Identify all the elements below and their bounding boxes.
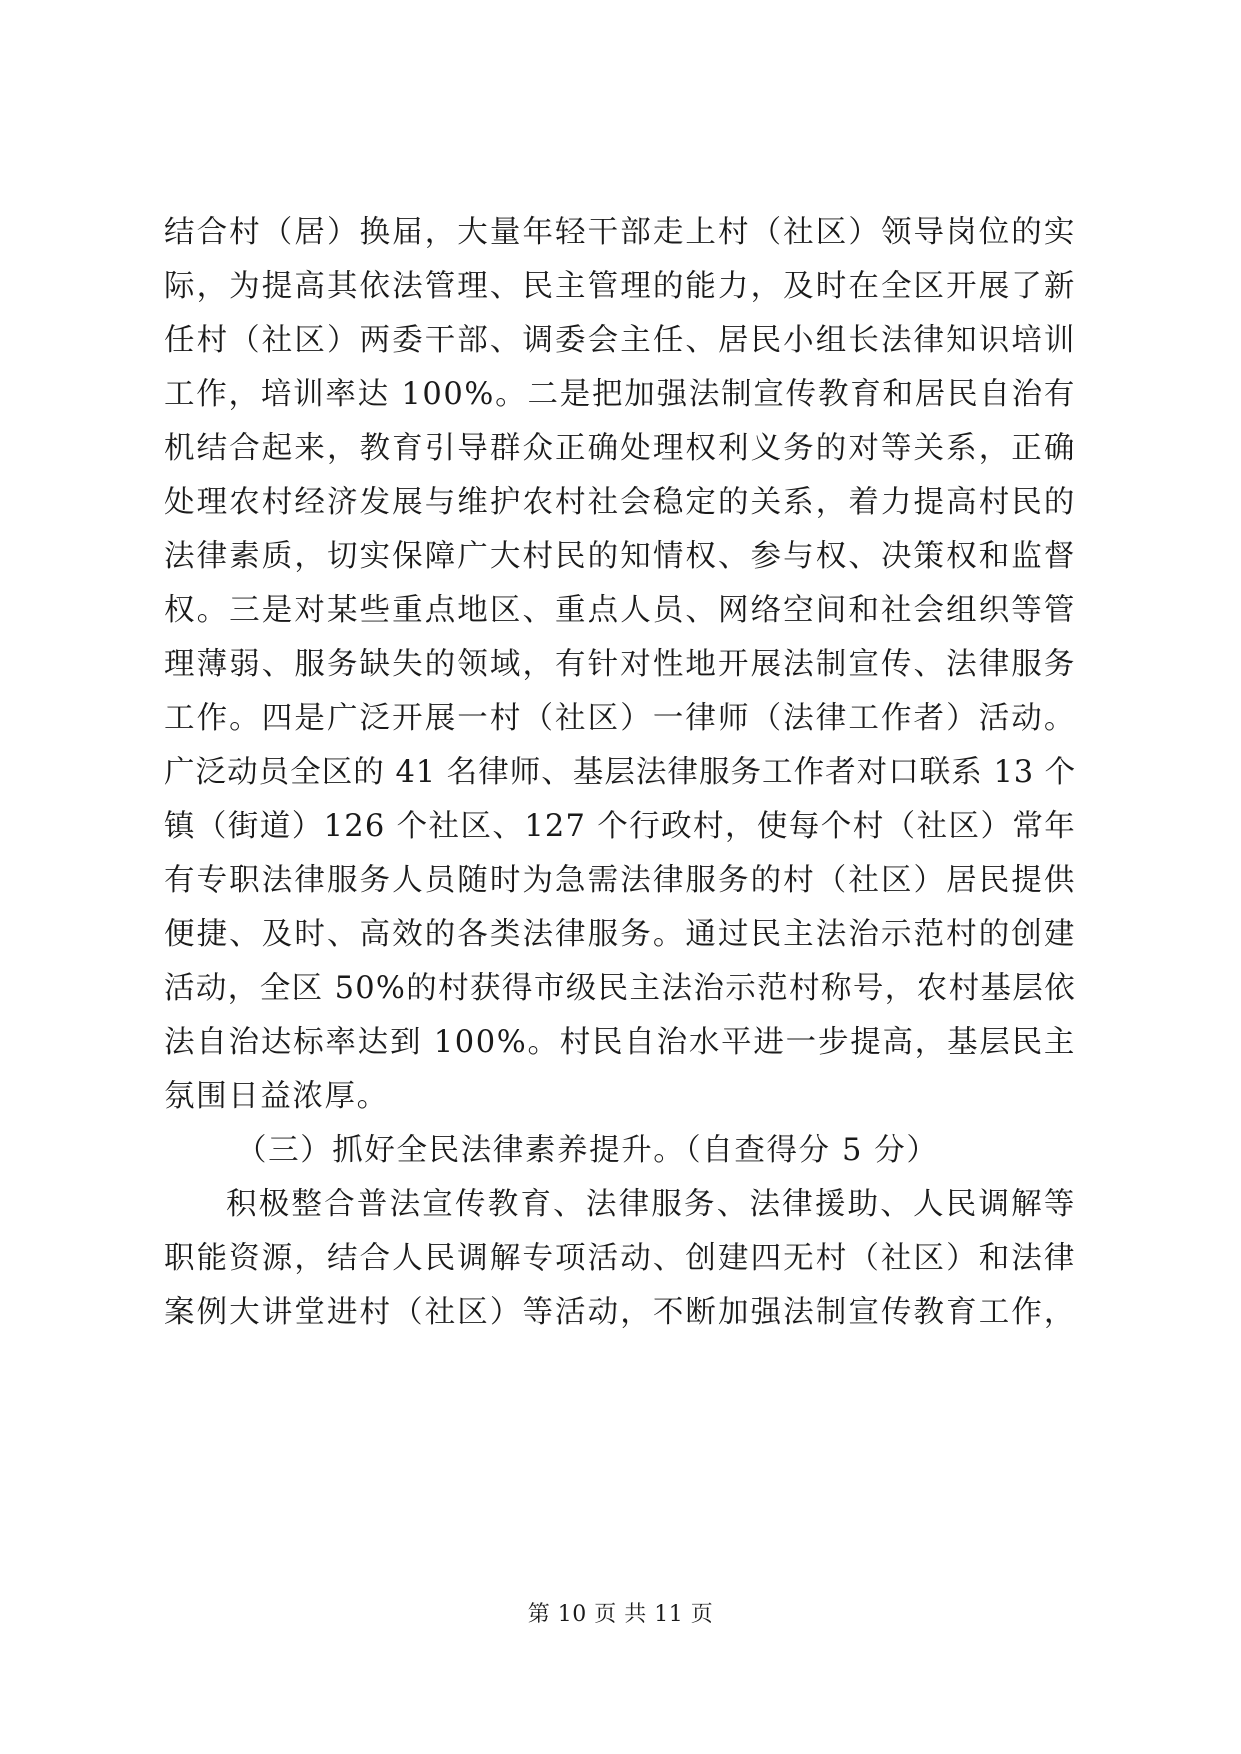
body-text-line: 任村（社区）两委干部、调委会主任、居民小组长法律知识培训 (164, 323, 1076, 358)
body-text-line: 案例大讲堂进村（社区）等活动，不断加强法制宣传教育工作， (164, 1295, 1076, 1330)
body-text-line: 法自治达标率达到 100%。村民自治水平进一步提高，基层民主 (164, 1025, 1076, 1060)
body-text-line: 有专职法律服务人员随时为急需法律服务的村（社区）居民提供 (164, 863, 1076, 898)
body-text-line: 便捷、及时、高效的各类法律服务。通过民主法治示范村的创建 (164, 917, 1076, 952)
body-text-line: 机结合起来，教育引导群众正确处理权利义务的对等关系，正确 (164, 431, 1076, 466)
body-text-line: 际，为提高其依法管理、民主管理的能力，及时在全区开展了新 (164, 269, 1076, 304)
body-text-line: 理薄弱、服务缺失的领域，有针对性地开展法制宣传、法律服务 (164, 647, 1076, 682)
body-text-line: 工作。四是广泛开展一村（社区）一律师（法律工作者）活动。 (164, 701, 1076, 736)
body-text-line: 结合村（居）换届，大量年轻干部走上村（社区）领导岗位的实 (164, 215, 1076, 250)
body-text-line: 镇（街道）126 个社区、127 个行政村，使每个村（社区）常年 (164, 809, 1076, 844)
body-text-line: 法律素质，切实保障广大村民的知情权、参与权、决策权和监督 (164, 539, 1076, 574)
body-text-line: 工作，培训率达 100%。二是把加强法制宣传教育和居民自治有 (164, 377, 1076, 412)
page-number-footer: 第 10 页 共 11 页 (527, 1602, 714, 1627)
body-text-line: 职能资源，结合人民调解专项活动、创建四无村（社区）和法律 (164, 1241, 1076, 1276)
body-text-line: 活动，全区 50%的村获得市级民主法治示范村称号，农村基层依 (164, 971, 1076, 1006)
paragraph-first-line: 积极整合普法宣传教育、法律服务、法律援助、人民调解等 (226, 1187, 1076, 1222)
body-text-line: 权。三是对某些重点地区、重点人员、网络空间和社会组织等管 (164, 593, 1076, 628)
body-text-line: 广泛动员全区的 41 名律师、基层法律服务工作者对口联系 13 个 (164, 755, 1076, 790)
section-heading: （三）抓好全民法律素养提升。（自查得分 5 分） (236, 1133, 939, 1168)
paragraph-end-line: 氛围日益浓厚。 (164, 1079, 389, 1114)
body-text-line: 处理农村经济发展与维护农村社会稳定的关系，着力提高村民的 (164, 485, 1076, 520)
